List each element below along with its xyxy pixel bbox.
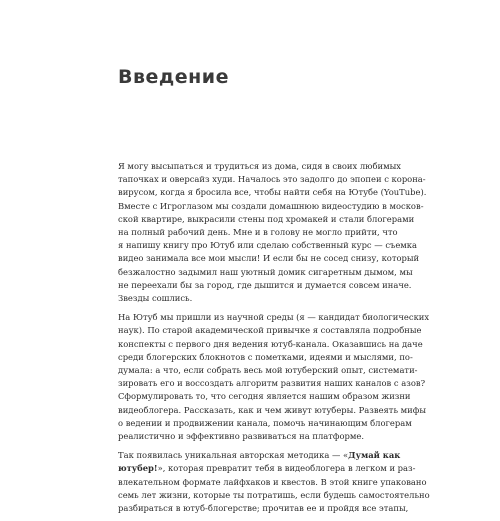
text-line: видео занимала все мои мысли! И если бы не сосед снизу, который xyxy=(118,253,420,264)
text-line: реалистично и эффективно развиваться на платформе. xyxy=(118,431,365,442)
text-line: Сформулировать то, что сегодня является нашим образом жизни xyxy=(118,391,411,402)
text-line: вирусом, когда я бросила все, чтобы найти себя на Ютубе (YouTube). xyxy=(118,187,427,198)
text-line xyxy=(118,462,416,475)
text-line: влекательном формате лайфхаков и квестов. В этой книге упаковано xyxy=(118,476,427,487)
text-line: На Ютуб мы пришли из научной среды (я — кандидат биологических xyxy=(118,312,430,323)
text-line: о ведении и продвижении канала, помочь начинающим блогерам xyxy=(118,417,412,428)
text-line: я напишу книгу про Ютуб или сделаю собственный курс — съемка xyxy=(118,240,418,251)
text-line: Вместе с Игроглазом мы создали домашнюю видеостудию в москов- xyxy=(118,200,424,211)
text-line: Я могу высыпаться и трудиться из дома, сидя в своих любимых xyxy=(118,161,401,171)
text-line: не переехали бы за город, где дышится и думается совсем иначе. xyxy=(118,279,412,290)
text-line xyxy=(118,449,401,462)
text-line: безжалостно задымил наш уютный домик сигаретным дымом, мы xyxy=(118,266,413,277)
text-line: тапочках и оверсайз худи. Началось это задолго до эпопеи с корона- xyxy=(118,174,426,185)
method-name-bold: ютубер! xyxy=(118,463,158,474)
body-text xyxy=(118,160,430,521)
paragraph-3 xyxy=(118,449,430,515)
paragraph-1 xyxy=(118,160,427,305)
text-line: на полный рабочий день. Мне и в голову не могло прийти, что xyxy=(118,227,398,238)
text-run: », которая превратит тебя в видеоблогера в легком и раз- xyxy=(157,463,416,474)
text-line: зировать его и воссоздать алгоритм развития наших каналов с азов? xyxy=(118,378,426,389)
text-line: Звезды сошлись. xyxy=(118,293,193,304)
method-name-bold: Думай как xyxy=(348,450,401,461)
text-line: среди блогерских блокнотов с пометками, идеями и мыслями, по- xyxy=(118,351,413,362)
text-run: Так появилась уникальная авторская методика — « xyxy=(118,450,349,461)
text-line: конспекты с первого дня ведения ютуб-канала. Оказавшись на даче xyxy=(118,338,423,349)
paragraph-2 xyxy=(118,311,430,443)
text-line: разбираться в ютуб-блогерстве; прочитав ее и пройдя все этапы, xyxy=(118,503,409,514)
text-line: видеоблогера. Рассказать, как и чем живут ютуберы. Развеять мифы xyxy=(118,404,426,415)
text-line: ской квартире, выкрасили стены под хромакей и стали блогерами xyxy=(118,213,415,224)
text-line: думала: а что, если собрать весь мой ютуберский опыт, системати- xyxy=(118,365,418,376)
text-line: семь лет жизни, которые ты потратишь, если будешь самостоятельно xyxy=(118,489,430,500)
chapter-title: Введение xyxy=(118,66,229,88)
text-line: наук). По старой академической привычке я составляла подробные xyxy=(118,325,422,336)
